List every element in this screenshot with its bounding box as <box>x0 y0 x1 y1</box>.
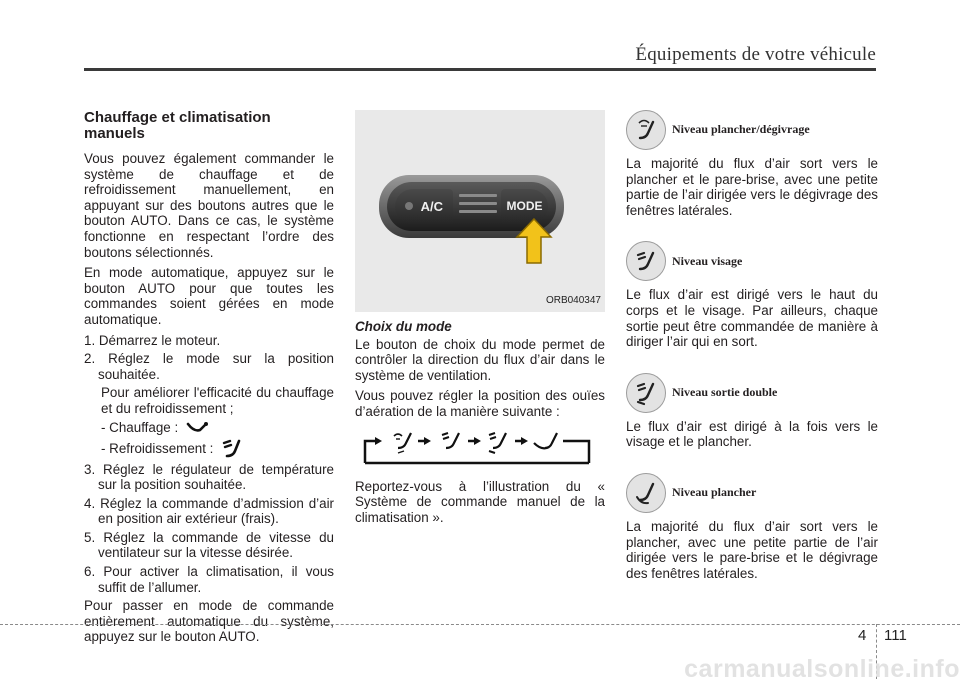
step-1: 1. Démarrez le moteur. <box>84 332 221 348</box>
mode-entry-face <box>626 241 878 281</box>
mode-entry-floor <box>626 473 878 513</box>
floor-mode-icon <box>186 420 208 436</box>
mode-button-label: MODE <box>506 198 543 213</box>
page-number: 111 <box>884 627 907 644</box>
column-manual-climate <box>84 110 334 650</box>
step-3: 3. Réglez le régulateur de température sur la position souhaitée. <box>84 461 334 493</box>
mode-description: Le flux d’air est dirigé vers le haut du corps et le visage. Par ailleurs, chaque sortie peut être commandée de manière à diriger l’air qui en sort. <box>626 287 878 350</box>
step-6: 6. Pour activer la climatisation, il vous suffit de l’allumer. <box>84 564 334 595</box>
figure-code: ORB040347 <box>545 295 601 307</box>
step-5: 5. Réglez la commande de vitesse du ventilateur sur la vitesse désirée. <box>84 529 334 561</box>
paragraph-intro: Vous pouvez également commander le système de chauffage et de refroidissement manuellement, en appuyant sur des boutons autres que le bouton AUTO. Dans ce cas, le système fonctionne en respectant l’ordre des boutons sélectionnés. <box>84 151 334 260</box>
pointer-arrow-icon <box>515 217 553 265</box>
step-2-note: Pour améliorer l'efficacité du chauffage et du refroidissement ; <box>101 385 334 416</box>
step-2: 2. Réglez le mode sur la position souhaitée. <box>84 351 334 382</box>
section-heading: Chauffage et climatisation manuels <box>84 109 271 142</box>
floor-defrost-mode-icon <box>626 110 666 150</box>
watermark: carmanualsonline.info <box>684 655 960 683</box>
ac-button <box>395 189 453 224</box>
floor-mode-icon <box>626 473 666 513</box>
paragraph-auto-mode: En mode automatique, appuyez sur le bouton AUTO pour que toutes les commandes soient gérées en mode automatique. <box>84 265 334 327</box>
cooling-label: - Refroidissement : <box>101 440 214 456</box>
ac-indicator-led <box>405 202 413 210</box>
heating-label: - Chauffage : <box>101 419 179 435</box>
mode-title: Niveau plancher/dégivrage <box>672 122 810 137</box>
mode-description: Le flux d’air est dirigé à la fois vers le visage et le plancher. <box>626 418 878 450</box>
chapter-title: Équipements de votre véhicule <box>635 44 876 65</box>
mode-entry-floor-defrost <box>626 110 878 150</box>
face-mode-icon <box>626 241 666 281</box>
chapter-number: 4 <box>858 627 867 644</box>
paragraph-vents: Vous pouvez régler la position des ouïes d’aération de la manière suivante : <box>355 388 605 419</box>
bi-level-seq-icon <box>489 433 506 453</box>
mode-title: Niveau sortie double <box>672 384 778 399</box>
header-rule <box>84 68 876 71</box>
floor-seq-icon <box>534 433 557 448</box>
mode-description: La majorité du flux d’air sort vers le plancher et le pare-brise, avec une petite partie de l’air dirigée vers le dégivrage des fenêtres latérales. <box>626 156 878 218</box>
bi-level-mode-icon <box>626 373 666 413</box>
paragraph-mode-button: Le bouton de choix du mode permet de contrôler la direction du flux d’air dans le système de ventilation. <box>355 336 605 383</box>
subheading-mode-choice: Choix du mode <box>355 319 452 334</box>
face-mode-icon <box>221 439 243 459</box>
footer-rule <box>0 624 960 625</box>
mode-entry-bi-level <box>626 373 878 413</box>
mode-title: Niveau visage <box>672 253 743 268</box>
paragraph-reference: Reportez-vous à l’illustration du « Système de commande manuel de la climatisation ». <box>355 478 605 525</box>
column-mode-descriptions <box>626 110 878 586</box>
heating-setting <box>84 420 334 436</box>
control-panel-photo <box>355 110 605 312</box>
step-4: 4. Réglez la commande d’admission d’air en position air extérieur (frais). <box>84 495 334 527</box>
column-mode-selection <box>355 110 605 530</box>
mode-sequence-diagram <box>355 429 605 469</box>
floor-defrost-seq-icon <box>394 433 411 453</box>
face-seq-icon <box>442 433 459 448</box>
panel-grille <box>459 194 497 218</box>
cooling-setting <box>84 439 334 459</box>
paragraph-full-auto: Pour passer en mode de commande entièrement automatique du système, appuyez sur le bouton AUTO. <box>84 598 334 645</box>
ac-button-label: A/C <box>420 198 443 214</box>
mode-description: La majorité du flux d’air sort vers le plancher, avec une petite partie de l’air dirigée vers le pare-brise et le dégivrage des fenêtres latérales. <box>626 518 878 581</box>
mode-title: Niveau plancher <box>672 485 757 500</box>
